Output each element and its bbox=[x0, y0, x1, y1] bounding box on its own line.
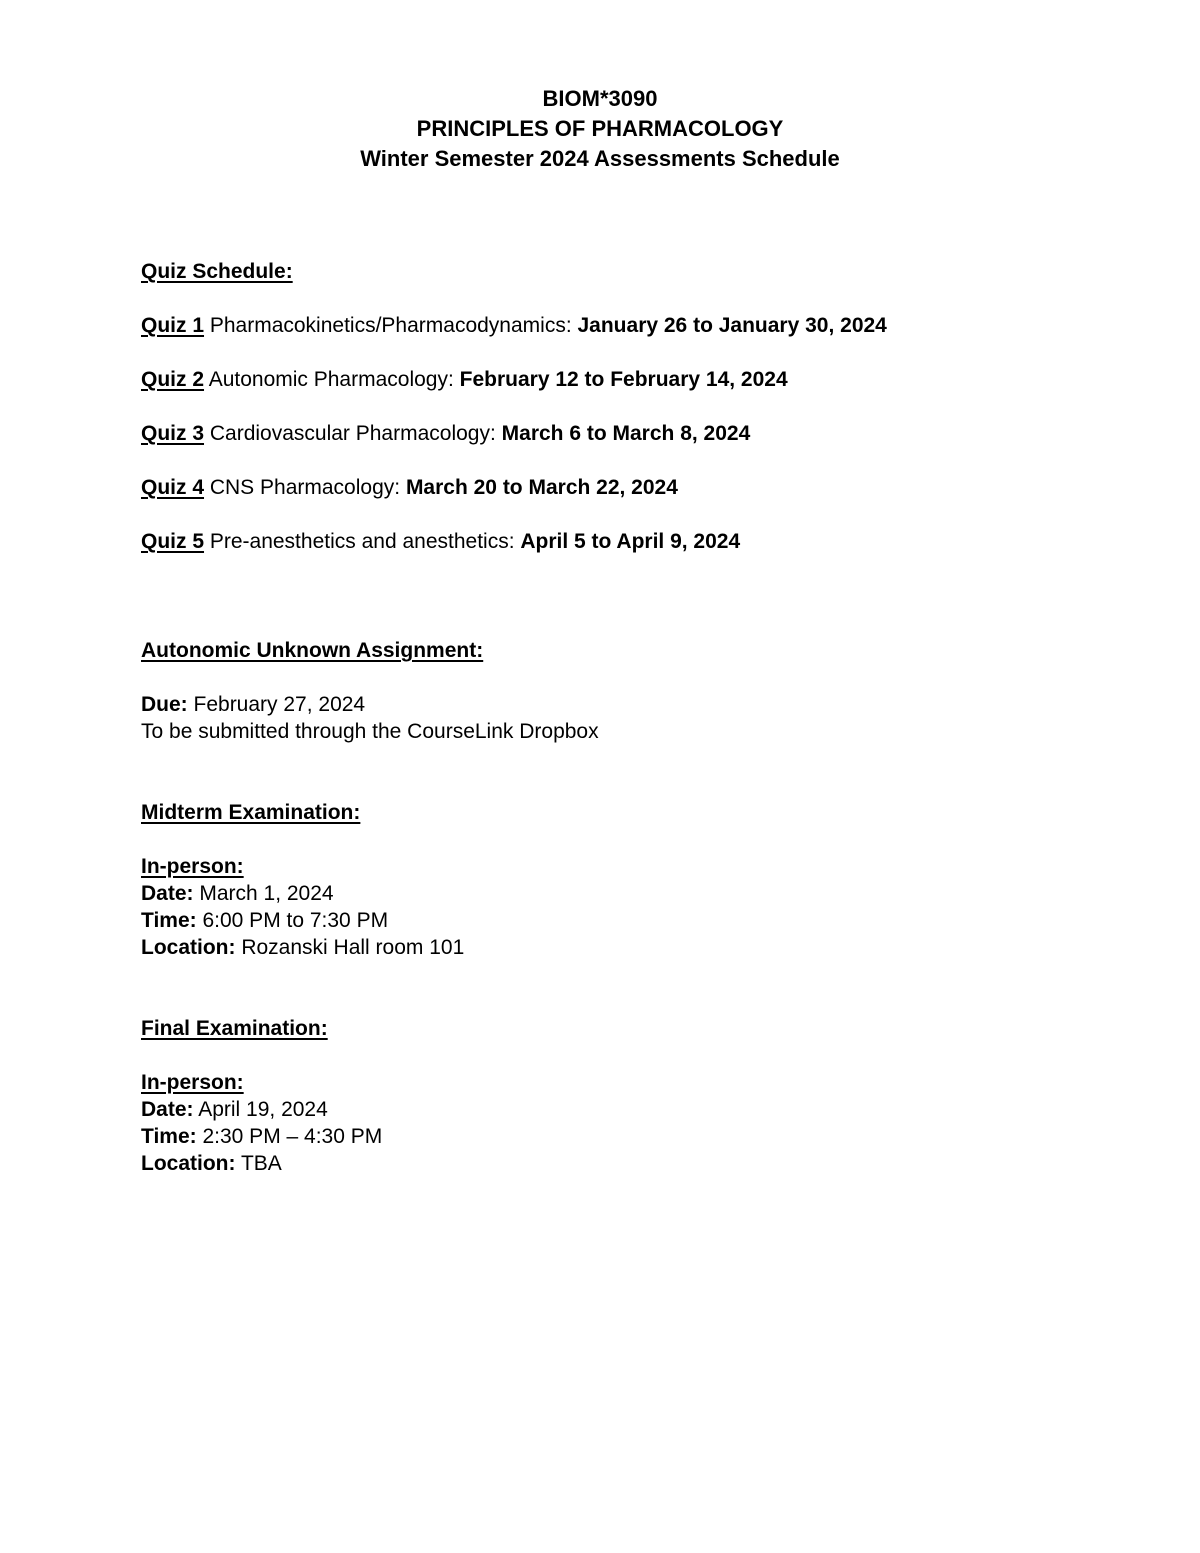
quiz-dates: March 20 to March 22, 2024 bbox=[405, 476, 678, 499]
date-label: Date: bbox=[141, 882, 194, 905]
quiz-label: Quiz 4 bbox=[141, 476, 205, 499]
quiz-topic: Pre-anesthetics and anesthetics: bbox=[204, 530, 521, 553]
final-time bbox=[141, 1124, 382, 1150]
midterm-date bbox=[141, 881, 334, 907]
location-label: Location: bbox=[141, 1152, 236, 1175]
midterm-time bbox=[141, 908, 388, 934]
midterm-heading: Midterm Examination: bbox=[141, 801, 361, 824]
location-label: Location: bbox=[141, 936, 236, 959]
time-label: Time: bbox=[141, 909, 197, 932]
due-label: Due: bbox=[141, 693, 188, 716]
assignment-due bbox=[141, 692, 365, 718]
date-value: March 1, 2024 bbox=[193, 882, 334, 905]
quiz-label: Quiz 3 bbox=[141, 422, 205, 445]
quiz-label: Quiz 5 bbox=[141, 530, 205, 553]
quiz-dates: March 6 to March 8, 2024 bbox=[501, 422, 751, 445]
quiz-row bbox=[141, 313, 887, 339]
quiz-schedule-heading: Quiz Schedule: bbox=[141, 260, 293, 283]
time-label: Time: bbox=[141, 1125, 197, 1148]
quiz-topic: CNS Pharmacology: bbox=[204, 476, 406, 499]
quiz-dates: April 5 to April 9, 2024 bbox=[520, 530, 741, 553]
date-value: April 19, 2024 bbox=[193, 1098, 328, 1121]
quiz-topic: Autonomic Pharmacology: bbox=[204, 368, 460, 391]
assignment-heading: Autonomic Unknown Assignment: bbox=[141, 639, 484, 662]
midterm-mode: In-person: bbox=[141, 855, 244, 878]
course-code: BIOM*3090 bbox=[542, 86, 658, 111]
document-subtitle: Winter Semester 2024 Assessments Schedule bbox=[360, 146, 840, 171]
due-value: February 27, 2024 bbox=[187, 693, 366, 716]
document-title-block bbox=[0, 84, 1200, 174]
location-value: TBA bbox=[235, 1152, 282, 1175]
final-mode: In-person: bbox=[141, 1071, 244, 1094]
quiz-label: Quiz 1 bbox=[141, 314, 205, 337]
course-name: PRINCIPLES OF PHARMACOLOGY bbox=[416, 116, 784, 141]
final-location bbox=[141, 1151, 282, 1177]
final-heading: Final Examination: bbox=[141, 1017, 328, 1040]
final-date bbox=[141, 1097, 328, 1123]
quiz-topic: Pharmacokinetics/Pharmacodynamics: bbox=[204, 314, 578, 337]
date-label: Date: bbox=[141, 1098, 194, 1121]
assignment-note: To be submitted through the CourseLink Dropbox bbox=[141, 720, 599, 743]
quiz-topic: Cardiovascular Pharmacology: bbox=[204, 422, 502, 445]
quiz-dates: February 12 to February 14, 2024 bbox=[459, 368, 788, 391]
time-value: 6:00 PM to 7:30 PM bbox=[196, 909, 389, 932]
time-value: 2:30 PM – 4:30 PM bbox=[196, 1125, 383, 1148]
midterm-location bbox=[141, 935, 464, 961]
quiz-row bbox=[141, 475, 678, 501]
quiz-row bbox=[141, 367, 788, 393]
quiz-row bbox=[141, 529, 740, 555]
quiz-label: Quiz 2 bbox=[141, 368, 205, 391]
quiz-dates: January 26 to January 30, 2024 bbox=[577, 314, 887, 337]
quiz-row bbox=[141, 421, 750, 447]
location-value: Rozanski Hall room 101 bbox=[235, 936, 465, 959]
